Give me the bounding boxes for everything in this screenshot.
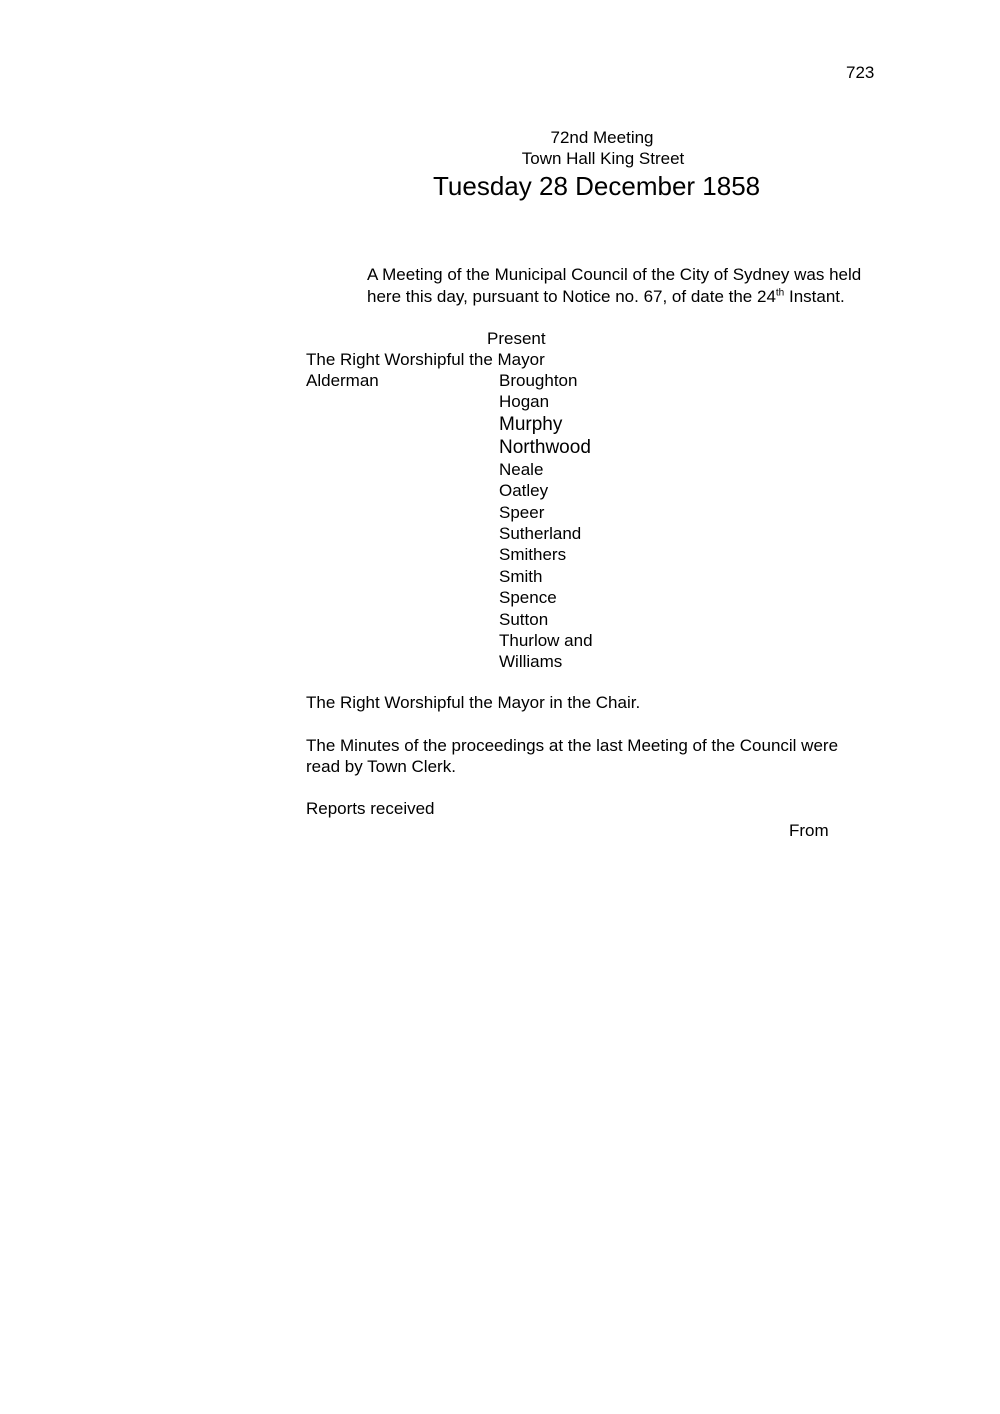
alderman-name: Northwood xyxy=(499,436,591,458)
alderman-name: Thurlow and xyxy=(499,630,593,650)
minutes-statement-line-2: read by Town Clerk. xyxy=(306,757,456,776)
present-heading: Present xyxy=(487,329,546,348)
intro-paragraph-line-1: A Meeting of the Municipal Council of the City of Sydney was held xyxy=(367,265,862,284)
alderman-name: Smithers xyxy=(499,545,567,565)
reports-heading: Reports received xyxy=(306,799,435,818)
aldermen-list xyxy=(499,370,593,673)
meeting-number: 72nd Meeting xyxy=(550,128,654,147)
alderman-label: Alderman xyxy=(306,371,379,390)
alderman-name: Murphy xyxy=(499,413,563,435)
meeting-venue: Town Hall King Street xyxy=(521,149,685,168)
chair-statement: The Right Worshipful the Mayor in the Chair. xyxy=(306,693,641,712)
alderman-name: Hogan xyxy=(499,392,550,412)
alderman-name: Sutton xyxy=(499,609,549,629)
page-number: 723 xyxy=(846,63,875,82)
minutes-statement-line-1: The Minutes of the proceedings at the last Meeting of the Council were xyxy=(306,736,839,755)
intro-line-2-end: Instant. xyxy=(784,287,845,306)
alderman-name: Smith xyxy=(499,566,543,586)
alderman-name: Williams xyxy=(499,652,563,672)
alderman-name: Sutherland xyxy=(499,523,582,543)
alderman-name: Oatley xyxy=(499,481,549,501)
from-label: From xyxy=(789,821,829,840)
alderman-name: Speer xyxy=(499,502,545,522)
alderman-name: Neale xyxy=(499,459,544,479)
mayor-attendee: The Right Worshipful the Mayor xyxy=(306,350,545,369)
ordinal-suffix: th xyxy=(775,287,785,299)
meeting-date: Tuesday 28 December 1858 xyxy=(433,171,761,201)
alderman-name: Broughton xyxy=(499,371,578,390)
intro-paragraph-line-2 xyxy=(367,286,845,307)
alderman-name: Spence xyxy=(499,588,557,608)
intro-line-2-text: here this day, pursuant to Notice no. 67, of date the 24 xyxy=(367,287,776,306)
